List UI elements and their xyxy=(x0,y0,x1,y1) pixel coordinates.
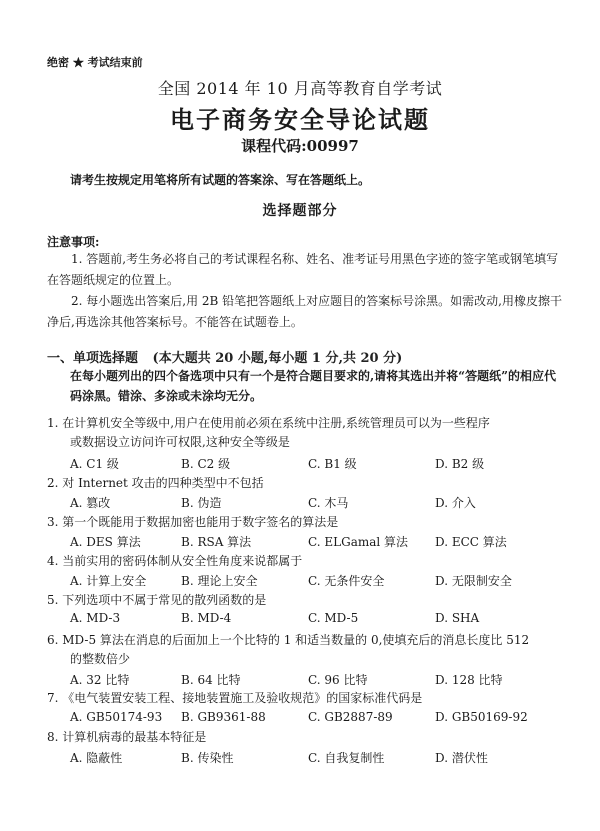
option-c[interactable]: C. GB2887-89 xyxy=(308,710,393,724)
option-c[interactable]: C. 96 比特 xyxy=(308,673,368,687)
question-stem: 3. 第一个既能用于数据加密也能用于数字签名的算法是 xyxy=(47,515,339,529)
part-heading-label: 一、单项选择题 xyxy=(47,351,139,366)
option-a[interactable]: A. DES 算法 xyxy=(70,535,141,549)
question-stem: 5. 下列选项中不属于常见的散列函数的是 xyxy=(47,593,267,607)
notes-label: 注意事项: xyxy=(47,235,100,249)
part-subheading: (本大题共 20 小题,每小题 1 分,共 20 分) xyxy=(152,351,403,366)
option-a[interactable]: A. 篡改 xyxy=(70,496,111,510)
option-b[interactable]: B. 理论上安全 xyxy=(181,574,258,588)
option-d[interactable]: D. GB50169-92 xyxy=(435,710,528,724)
option-b[interactable]: B. RSA 算法 xyxy=(181,535,252,549)
option-b[interactable]: B. C2 级 xyxy=(181,457,231,471)
option-b[interactable]: B. 传染性 xyxy=(181,751,234,765)
option-a[interactable]: A. MD-3 xyxy=(70,611,121,625)
question-stem: 4. 当前实用的密码体制从安全性角度来说都属于 xyxy=(47,554,303,568)
option-b[interactable]: B. MD-4 xyxy=(181,611,232,625)
option-d[interactable]: D. ECC 算法 xyxy=(435,535,507,549)
answer-instruction: 请考生按规定用笔将所有试题的答案涂、写在答题纸上。 xyxy=(70,173,371,187)
section-title: 选择题部分 xyxy=(262,203,338,219)
option-d[interactable]: D. 128 比特 xyxy=(435,673,503,687)
option-d[interactable]: D. 潜伏性 xyxy=(435,751,488,765)
option-a[interactable]: A. GB50174-93 xyxy=(70,710,163,724)
option-a[interactable]: A. 隐蔽性 xyxy=(70,751,123,765)
question-stem: 6. MD-5 算法在消息的后面加上一个比特的 1 和适当数量的 0,使填充后的消息长度比 512 xyxy=(47,633,530,647)
secret-label: 绝密 ★ 考试结束前 xyxy=(47,56,143,69)
question-stem: 7. 《电气装置安装工程、接地装置施工及验收规范》的国家标准代码是 xyxy=(47,691,423,705)
question-stem-cont: 的整数倍少 xyxy=(70,652,131,666)
option-d[interactable]: D. B2 级 xyxy=(435,457,485,471)
option-b[interactable]: B. GB9361-88 xyxy=(181,710,266,724)
note-item: 2. 每小题选出答案后,用 2B 铅笔把答题纸上对应题目的答案标号涂黑。如需改动,用橡皮擦干净后,再选涂其他答案标号。不能答在试题卷上。 xyxy=(47,294,562,329)
option-d[interactable]: D. SHA xyxy=(435,611,480,625)
part-description: 在每小题列出的四个备选项中只有一个是符合题目要求的,请将其选出并将“答题纸”的相应代码涂黑。错涂、多涂或未涂均无分。 xyxy=(70,369,556,403)
option-c[interactable]: C. B1 级 xyxy=(308,457,357,471)
question-stem-cont: 或数据设立访问许可权限,这种安全等级是 xyxy=(70,435,290,449)
option-b[interactable]: B. 64 比特 xyxy=(181,673,241,687)
option-c[interactable]: C. 自我复制性 xyxy=(308,751,385,765)
paper-title: 电子商务安全导论试题 xyxy=(170,105,430,134)
exam-name: 全国 2014 年 10 月高等教育自学考试 xyxy=(157,79,443,98)
course-code: 课程代码:00997 xyxy=(241,137,359,155)
note-item: 1. 答题前,考生务必将自己的考试课程名称、姓名、准考证号用黑色字迹的签字笔或钢笔填写在答题纸规定的位置上。 xyxy=(47,252,559,287)
option-c[interactable]: C. MD-5 xyxy=(308,611,359,625)
option-c[interactable]: C. 木马 xyxy=(308,496,349,510)
option-a[interactable]: A. C1 级 xyxy=(70,457,119,471)
option-d[interactable]: D. 介入 xyxy=(435,496,476,510)
question-stem: 2. 对 Internet 攻击的四种类型中不包括 xyxy=(47,476,264,490)
option-c[interactable]: C. 无条件安全 xyxy=(308,574,385,588)
question-stem: 1. 在计算机安全等级中,用户在使用前必须在系统中注册,系统管理员可以为一些程序 xyxy=(47,416,490,430)
option-b[interactable]: B. 伪造 xyxy=(181,496,222,510)
option-a[interactable]: A. 32 比特 xyxy=(70,673,130,687)
part-heading xyxy=(47,347,402,366)
question-stem: 8. 计算机病毒的最基本特征是 xyxy=(47,730,207,744)
option-a[interactable]: A. 计算上安全 xyxy=(70,574,147,588)
option-c[interactable]: C. ELGamal 算法 xyxy=(308,535,409,549)
option-d[interactable]: D. 无限制安全 xyxy=(435,574,512,588)
